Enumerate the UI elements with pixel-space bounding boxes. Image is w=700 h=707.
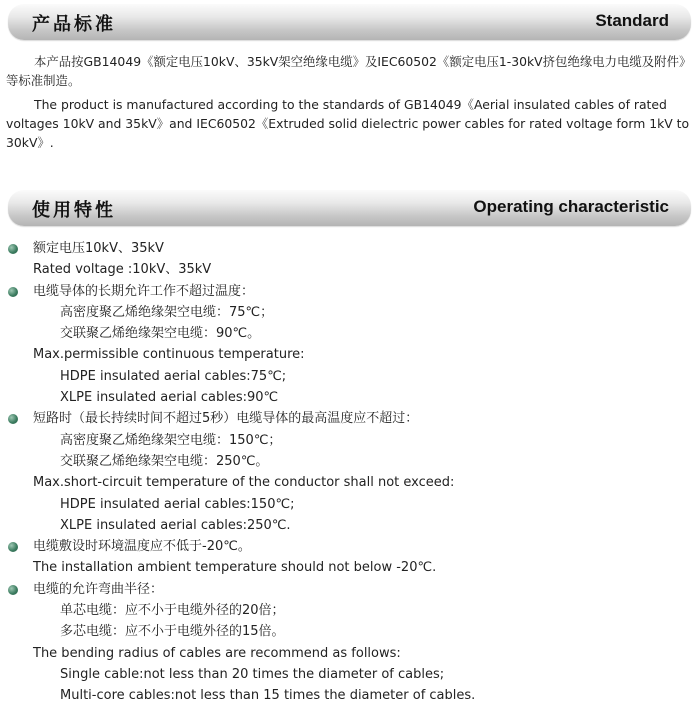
standard-title-en: Standard (595, 11, 669, 30)
bullet-icon (8, 244, 18, 254)
list-item: The installation ambient temperature should not below -20℃. (33, 560, 437, 576)
list-item: 短路时（最长持续时间不超过5秒）电缆导体的最高温度应不超过： (0, 408, 700, 429)
list-item: The bending radius of cables are recommend as follows: (33, 645, 401, 661)
list-item: Single cable:not less than 20 times the diameter of cables; (60, 666, 445, 682)
standard-paragraph-cn: 本产品按GB14049《额定电压10kV、35kV架空绝缘电缆》及IEC60502《额定电压1-30kV挤包绝缘电力电缆及附件》等标准制造。 (6, 54, 692, 88)
bullet-icon (8, 414, 18, 424)
list-item: 电缆的允许弯曲半径： (0, 579, 700, 600)
list-item: 电缆导体的长期允许工作不超过温度： (0, 281, 700, 302)
operating-header-bar (8, 190, 691, 226)
bullet-icon (8, 542, 18, 552)
operating-title-en: Operating characteristic (473, 197, 669, 216)
list-item: HDPE insulated aerial cables:150℃; (60, 496, 295, 512)
list-item: 交联聚乙烯绝缘架空电缆：250℃。 (60, 453, 269, 469)
list-item: 高密度聚乙烯绝缘架空电缆：75℃； (60, 304, 274, 320)
list-item: 交联聚乙烯绝缘架空电缆：90℃。 (60, 326, 261, 342)
list-item: Rated voltage :10kV、35kV (33, 262, 212, 278)
operating-title-cn: 使用特性 (32, 200, 116, 221)
list-item: HDPE insulated aerial cables:75℃; (60, 368, 287, 384)
bullet-icon (8, 585, 18, 595)
list-item: 高密度聚乙烯绝缘架空电缆：150℃； (60, 432, 282, 448)
list-item: Max.short-circuit temperature of the conductor shall not exceed: (33, 475, 455, 491)
standard-paragraph-en: The product is manufactured according to the standards of GB14049《Aerial insulated cables of rated voltages 10kV and 35kV》and IEC60502《Extruded solid dielectric power cables for rated voltage form 1kV to 30kV》. (6, 97, 690, 150)
list-item: 单芯电缆：应不小于电缆外径的20倍； (60, 603, 285, 619)
list-item: Multi-core cables:not less than 15 times the diameter of cables. (60, 688, 476, 704)
list-item: 多芯电缆：应不小于电缆外径的15倍。 (60, 624, 285, 640)
list-item: Max.permissible continuous temperature: (33, 347, 305, 363)
standard-header-bar (8, 4, 691, 40)
bullet-icon (8, 287, 18, 297)
list-item: 额定电压10kV、35kV (0, 238, 700, 259)
list-item: XLPE insulated aerial cables:250℃. (60, 517, 291, 533)
list-item: 电缆敷设时环境温度应不低于-20℃。 (0, 536, 700, 557)
operating-characteristics-list (0, 238, 700, 707)
list-item: XLPE insulated aerial cables:90℃ (60, 390, 279, 406)
standard-title-cn: 产品标准 (32, 14, 116, 35)
